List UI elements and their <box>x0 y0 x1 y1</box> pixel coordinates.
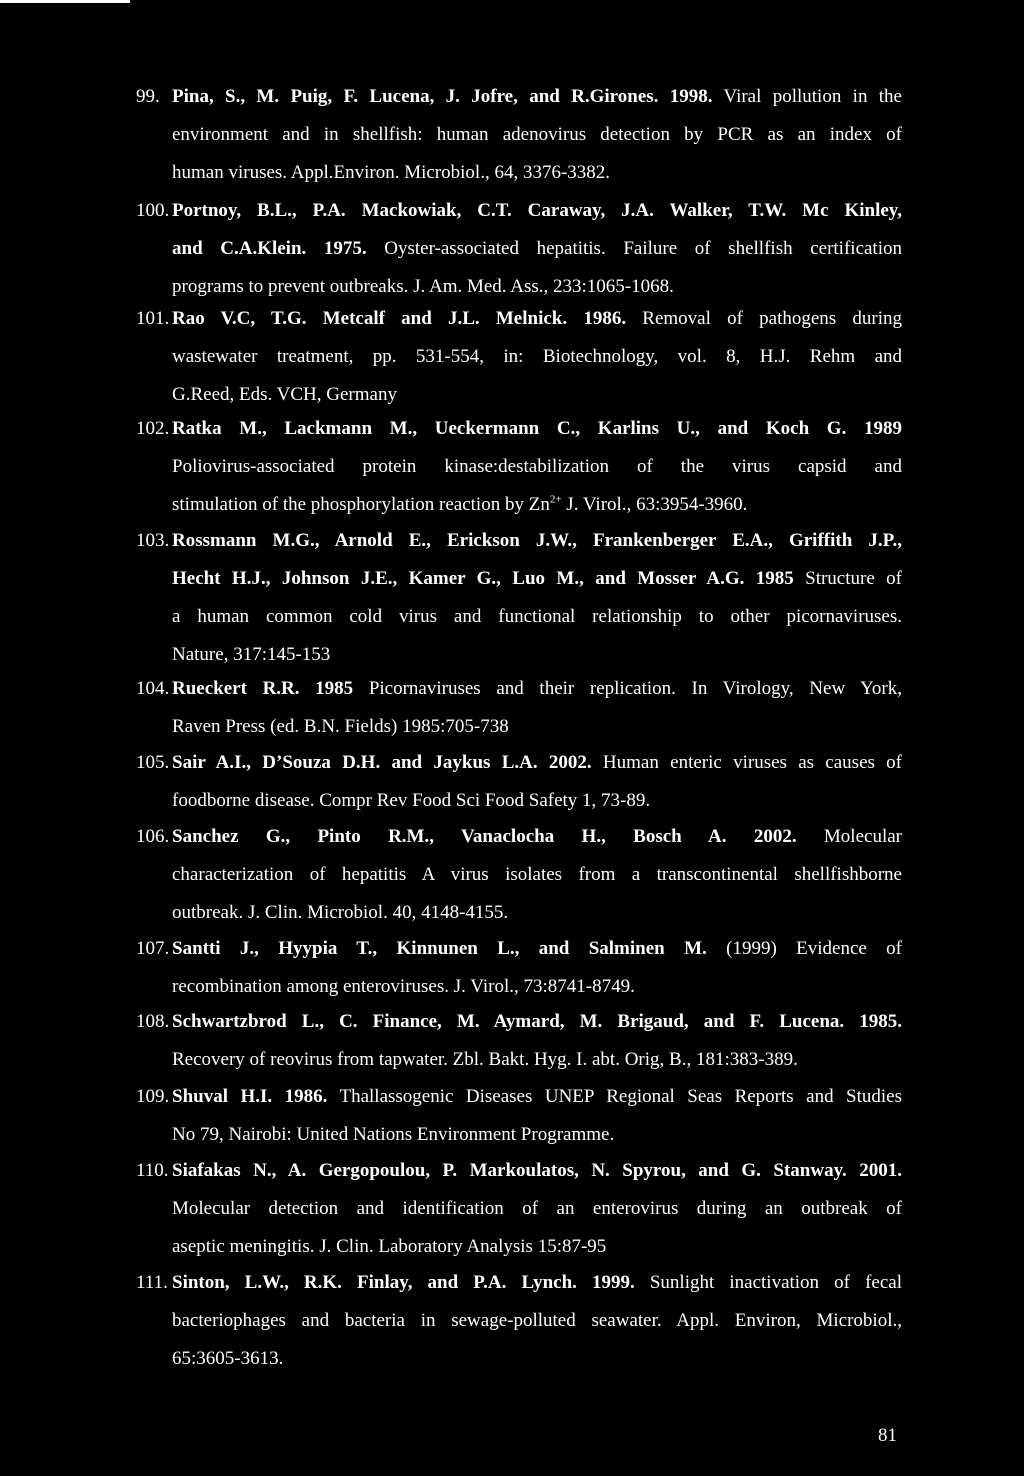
reference-authors: Rossmann M.G., Arnold E., Erickson J.W., Frankenberger E.A., Griffith J.P., <box>172 530 902 551</box>
reference-authors: Ratka M., Lackmann M., Ueckermann C., Karlins U., and Koch G. 1989 <box>172 418 902 439</box>
reference-authors: Sinton, L.W., R.K. Finlay, and P.A. Lynch. 1999. <box>172 1272 635 1293</box>
page-number: 81 <box>878 1425 897 1446</box>
reference-authors: Rueckert R.R. 1985 <box>172 678 354 699</box>
reference-authors: Shuval H.I. 1986. <box>172 1086 328 1107</box>
reference-authors: and C.A.Klein. 1975. <box>172 238 367 259</box>
reference-107: 107. Santti J., Hyypia T., Kinnunen L., and Salminen M. (1999) Evidence of recombination among enteroviruses. J. Virol., 73:8741-8749. <box>136 938 902 997</box>
reference-authors: Schwartzbrod L., C. Finance, M. Aymard, M. Brigaud, and F. Lucena. 1985. <box>172 1011 902 1032</box>
reference-authors: Santti J., Hyypia T., Kinnunen L., and Salminen M. <box>172 938 707 959</box>
reference-authors: Sair A.I., D’Souza D.H. and Jaykus L.A. 2002. <box>172 752 592 773</box>
reference-108: 108. Schwartzbrod L., C. Finance, M. Aymard, M. Brigaud, and F. Lucena. 1985. Recovery of reovirus from tapwater. Zbl. Bakt. Hyg. I. abt. Orig, B., 181:383-389. <box>136 1011 902 1070</box>
top-rule <box>0 0 130 3</box>
reference-101: 101. Rao V.C, T.G. Metcalf and J.L. Melnick. 1986. Removal of pathogens during wastewater treatment, pp. 531-554, in: Biotechnology, vol. 8, H.J. Rehm and G.Reed, Eds. VCH, Germany <box>136 308 902 405</box>
reference-99: 99. Pina, S., M. Puig, F. Lucena, J. Jofre, and R.Girones. 1998. Viral pollution in the environment and in shellfish: human adenovirus detection by PCR as an index of human viruses. Appl.Environ. Microbiol., 64, 3376-3382. <box>136 86 902 183</box>
reference-104: 104. Rueckert R.R. 1985 Picornaviruses and their replication. In Virology, New York, Raven Press (ed. B.N. Fields) 1985:705-738 <box>136 678 903 737</box>
reference-106: 106. Sanchez G., Pinto R.M., Vanaclocha H., Bosch A. 2002. Molecular characterization of hepatitis A virus isolates from a transcontinental shellfishborne outbreak. J. Clin. Microbiol. 40, 4148-4155. <box>136 826 902 923</box>
reference-authors: Sanchez G., Pinto R.M., Vanaclocha H., Bosch A. 2002. <box>172 826 797 847</box>
reference-100: 100. Portnoy, B.L., P.A. Mackowiak, C.T. Caraway, J.A. Walker, T.W. Mc Kinley, and C.A.Klein. 1975. Oyster-associated hepatitis. Failure of shellfish certification programs to prevent outbreaks. J. Am. Med. Ass., 233:1065-1068. <box>136 200 902 297</box>
reference-103: 103. Rossmann M.G., Arnold E., Erickson J.W., Frankenberger E.A., Griffith J.P., Hecht H.J., Johnson J.E., Kamer G., Luo M., and Mosser A.G. 1985 Structure of a human common cold virus and functional relationship to other picornaviruses. Nature, 317:145-153 <box>136 530 902 665</box>
reference-authors: Portnoy, B.L., P.A. Mackowiak, C.T. Caraway, J.A. Walker, T.W. Mc Kinley, <box>172 200 902 221</box>
reference-111: 111. Sinton, L.W., R.K. Finlay, and P.A. Lynch. 1999. Sunlight inactivation of fecal bacteriophages and bacteria in sewage-polluted seawater. Appl. Environ, Microbiol., 65:3605-3613. <box>136 1272 902 1369</box>
reference-110: 110. Siafakas N., A. Gergopoulou, P. Markoulatos, N. Spyrou, and G. Stanway. 2001. Molecular detection and identification of an enterovirus during an outbreak of aseptic meningitis. J. Clin. Laboratory Analysis 15:87-95 <box>136 1160 902 1257</box>
reference-102: 102. Ratka M., Lackmann M., Ueckermann C., Karlins U., and Koch G. 1989 Poliovirus-associated protein kinase:destabilization of the virus capsid and stimulation of the phosphorylation reaction by $Zn^{2+}$ J. Virol., 63:3954-3960. <box>136 418 902 515</box>
reference-authors: Rao V.C, T.G. Metcalf and J.L. Melnick. 1986. <box>172 308 627 329</box>
reference-authors: Siafakas N., A. Gergopoulou, P. Markoulatos, N. Spyrou, and G. Stanway. 2001. <box>172 1160 902 1181</box>
reference-authors: Hecht H.J., Johnson J.E., Kamer G., Luo M., and Mosser A.G. 1985 <box>172 568 794 589</box>
reference-109: 109. Shuval H.I. 1986. Thallassogenic Diseases UNEP Regional Seas Reports and Studies No 79, Nairobi: United Nations Environment Programme. <box>136 1086 902 1145</box>
reference-105: 105. Sair A.I., D’Souza D.H. and Jaykus L.A. 2002. Human enteric viruses as causes of foodborne disease. Compr Rev Food Sci Food Safety 1, 73-89. <box>136 752 902 811</box>
reference-authors: Pina, S., M. Puig, F. Lucena, J. Jofre, and R.Girones. 1998. <box>172 86 713 107</box>
